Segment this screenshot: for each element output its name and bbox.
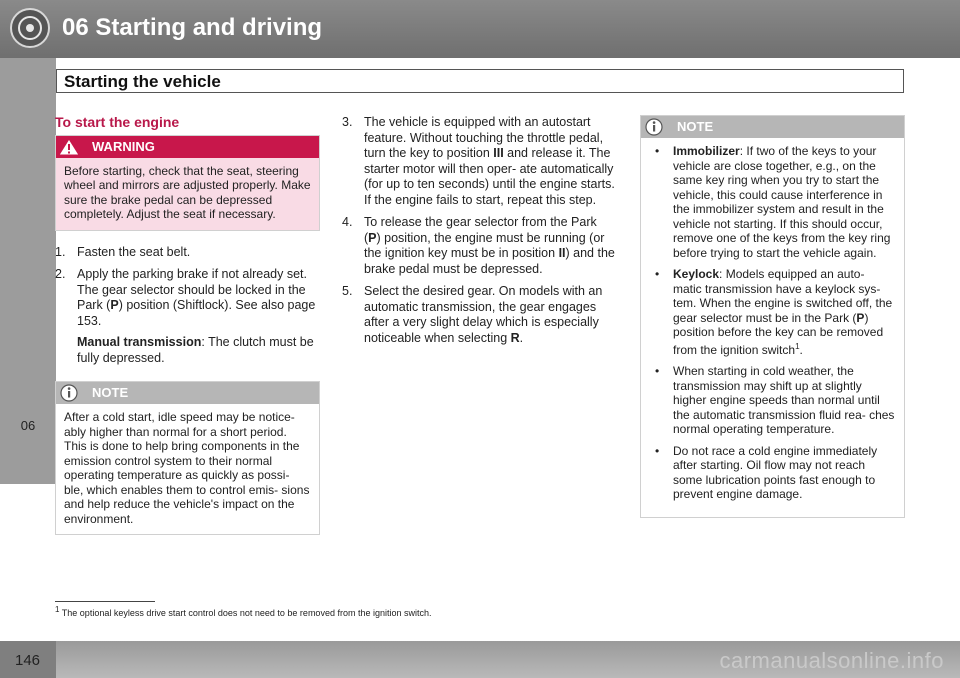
info-icon [641, 116, 667, 138]
step-bold: II [558, 246, 566, 260]
steps-list [342, 115, 615, 346]
footnote-divider [55, 601, 155, 602]
step-text: ) position (Shiftlock). See also page 153. [77, 298, 316, 328]
list-item [342, 215, 615, 277]
footnote-ref: 1 [795, 341, 800, 351]
chapter-title: 06 Starting and driving [62, 14, 323, 41]
step-bold: P [110, 298, 119, 312]
step-number: 2. [55, 267, 66, 281]
bullet-dot: • [655, 443, 660, 458]
step-text: ) and the brake pedal must be depressed. [364, 246, 615, 276]
note-label: NOTE [677, 119, 714, 135]
section-header [56, 69, 904, 93]
list-item [55, 245, 320, 261]
watermark: carmanualsonline.info [719, 648, 944, 673]
chapter-sidebar [0, 58, 56, 484]
step-number: 5. [342, 284, 353, 298]
bullet-dot: • [655, 267, 660, 281]
step-text: ) position, the engine must be running (or the ignition key must be in position [364, 230, 605, 260]
section-heading: To start the engine [55, 114, 180, 130]
footnote-marker: 1 [55, 605, 60, 614]
bullet-text: Do not race a cold engine immediately after starting. Oil flow may not reach some lubrication points fast enough to prevent engine damage. [673, 443, 878, 501]
step-number: 3. [342, 115, 353, 129]
info-icon [56, 382, 82, 404]
step-text: The vehicle is equipped with an autostart feature. Without touching the throttle pedal, turn the key to position [364, 115, 604, 160]
note-box [55, 381, 320, 535]
subnote-bold: Manual transmission [77, 335, 202, 349]
sidebar-chapter-number: 06 [20, 418, 36, 433]
bullet-list [649, 144, 896, 502]
step-text: Apply the parking brake if not already set. The gear selector should be locked in the Park ( [77, 267, 307, 312]
list-item [649, 267, 896, 357]
step-text: . [519, 330, 524, 345]
bullet-dot: • [655, 364, 660, 378]
bullet-text: : Models equipped an auto- matic transmission have a keylock sys- tem. When the engine is switched off, the gear selector must be in the Park ( [673, 267, 893, 325]
step-bold: R [510, 330, 520, 345]
column-3 [640, 115, 905, 518]
subnote-text: : The clutch must be fully depressed. [77, 335, 314, 365]
step-text: To release the gear selector from the Park ( [364, 215, 597, 245]
warning-header [56, 136, 319, 158]
bullet-bold: Keylock [673, 267, 720, 281]
bullet-text: When starting in cold weather, the transmission may shift up at slightly higher engine speeds than normal until the automatic transmission fluid rea- ches normal operating temperature. [673, 364, 895, 436]
warning-text: Before starting, check that the seat, steering wheel and mirrors are adjusted properly. Make sure the brake pedal can be depressed completely. Adjust the seat if necessary. [56, 158, 319, 230]
list-item [55, 267, 320, 366]
note-header [56, 382, 319, 404]
bullet-bold: P [856, 310, 865, 325]
step-text: and release it. The starter motor will then oper- ate automatically (for up to ten seconds) until the engine starts. If the engine fails to start, repeat this step. [364, 146, 615, 207]
note-text: After a cold start, idle speed may be notice- ably higher than normal for a short period. This is done to help bring components in the emission control system to their normal operating temperature as quickly as possi- ble, which enables them to control emis- sions and help reduce the vehicle's impact on the environment. [56, 404, 319, 534]
list-item [649, 444, 896, 502]
list-item [649, 364, 896, 437]
warning-box [55, 135, 320, 231]
footnote-text: The optional keyless drive start control does not need to be removed from the ignition switch. [61, 608, 432, 618]
step-text: Fasten the seat belt. [77, 244, 191, 259]
steps-list [55, 245, 320, 367]
warning-label: WARNING [92, 138, 155, 154]
step-bold: III [493, 146, 504, 160]
warning-triangle-icon [56, 136, 82, 158]
bullet-text: : If two of the keys to your vehicle are close together, e.g., on the same key ring when you try to start the vehicle, this could cause interference in the immobilizer system and result in the vehicle not starting. If this should occur, remove one of the keys from the key ring before trying to start the vehicle again. [673, 144, 891, 260]
note-header [641, 116, 904, 138]
step-number: 4. [342, 215, 353, 229]
bullet-text: . [799, 342, 803, 357]
page-number: 146 [15, 652, 41, 669]
step-text: Select the desired gear. On models with an automatic transmission, the gear engages after a very slight delay which is especially noticeable when selecting [364, 284, 603, 345]
step-number: 1. [55, 244, 66, 259]
step-subnote [77, 335, 320, 366]
step-bold: P [368, 230, 377, 245]
list-item [342, 284, 615, 346]
list-item [342, 115, 615, 208]
note-label: NOTE [92, 385, 129, 401]
column-2 [342, 115, 615, 353]
section-title: Starting the vehicle [64, 72, 221, 91]
note-box [640, 115, 905, 518]
bullet-text: ) position before the key can be removed from the ignition switch [673, 310, 884, 357]
list-item [649, 144, 896, 260]
bullet-dot: • [655, 144, 660, 158]
steering-wheel-logo-icon [10, 8, 50, 48]
bullet-bold: Immobilizer [673, 144, 740, 158]
column-1 [55, 115, 320, 535]
note-body [641, 138, 904, 517]
footnote [55, 605, 432, 618]
